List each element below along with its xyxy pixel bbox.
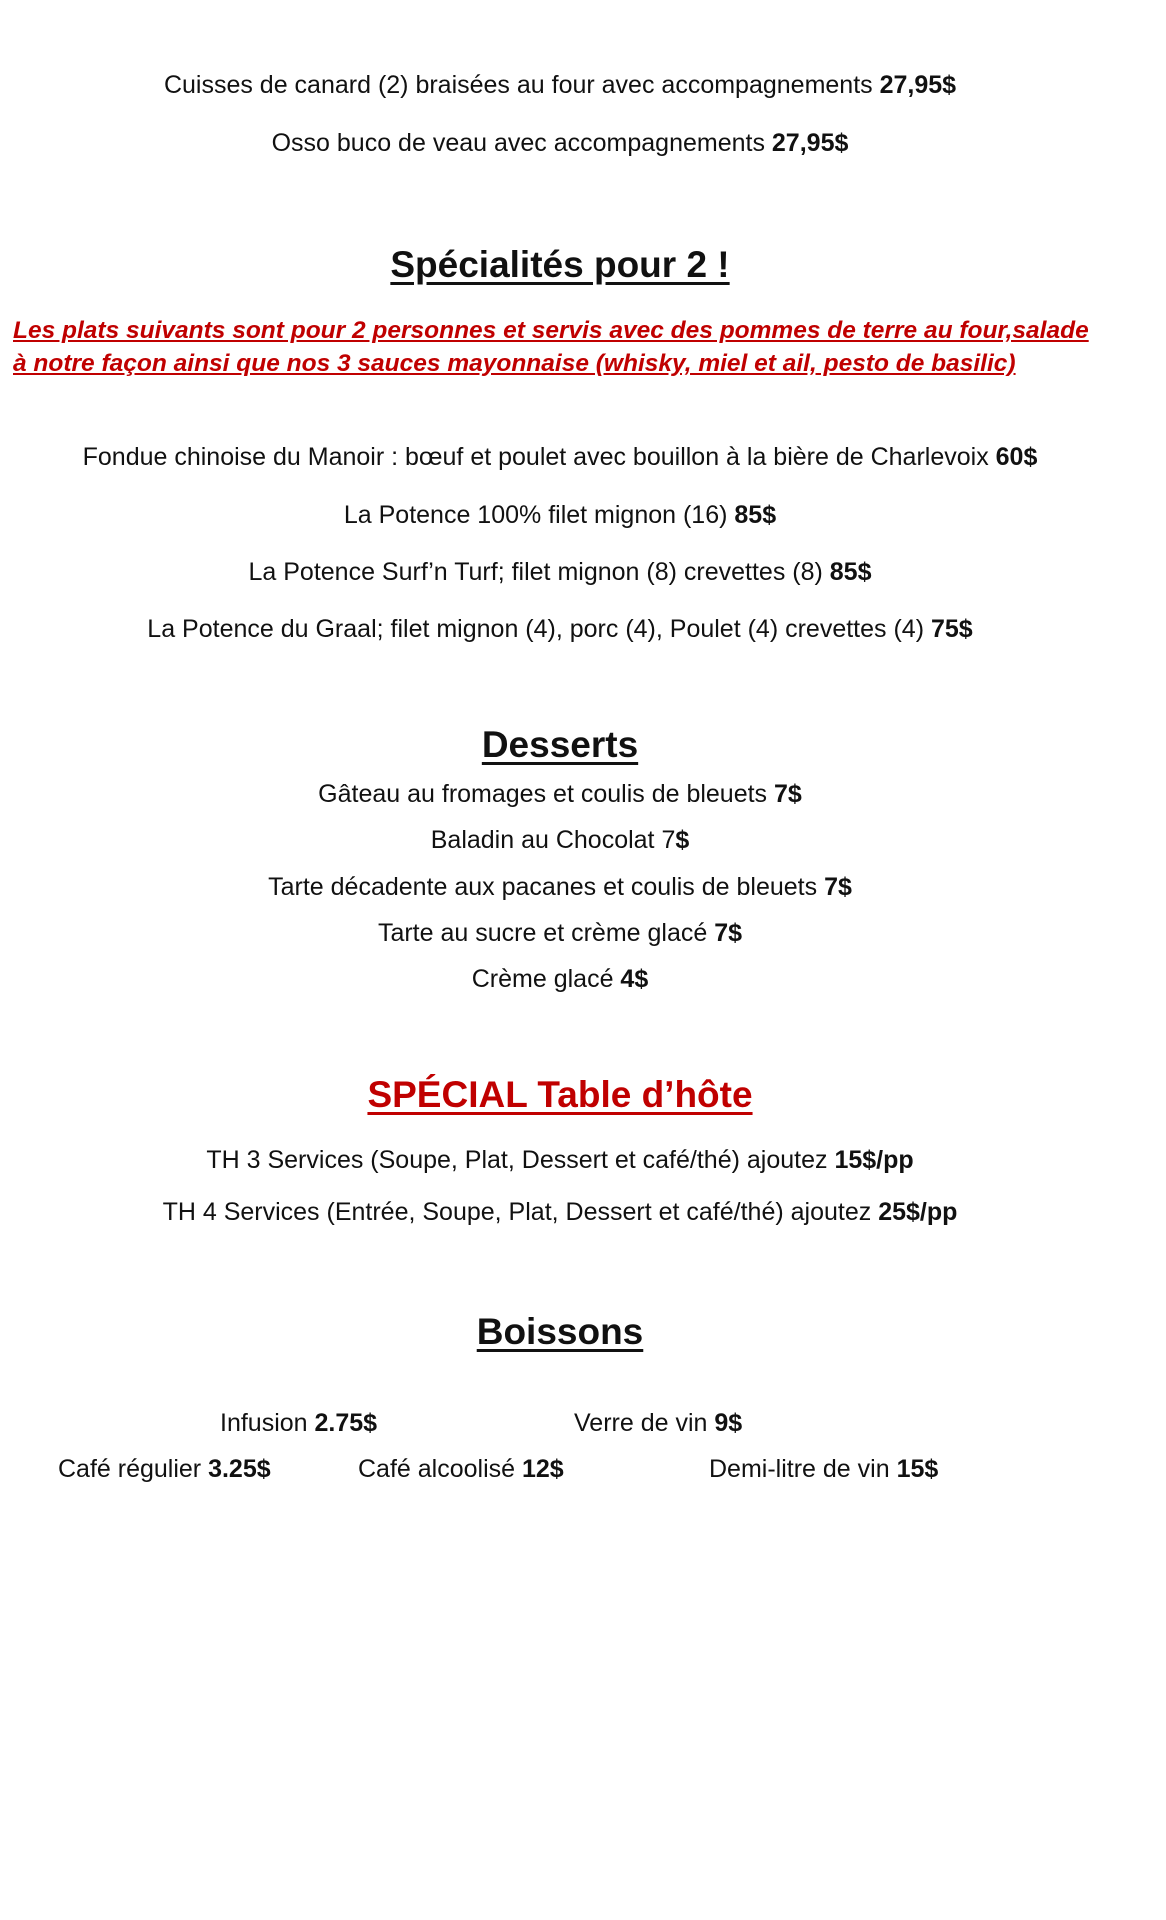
menu-item	[0, 128, 1120, 158]
menu-item	[0, 442, 1120, 472]
menu-item	[0, 825, 1120, 855]
section-title-specialites: Spécialités pour 2 !	[390, 244, 730, 285]
item-price: 85$	[829, 558, 872, 586]
item-price: 60$	[995, 443, 1038, 471]
drink-item	[709, 1454, 938, 1484]
menu-item	[0, 614, 1120, 644]
menu-item	[0, 557, 1120, 587]
item-price: 15$/pp	[834, 1146, 914, 1174]
item-label: Crème glacé	[471, 965, 621, 993]
drink-item	[58, 1454, 271, 1484]
section-title-boissons: Boissons	[476, 1311, 644, 1352]
menu-item	[0, 872, 1120, 902]
item-price: 7$	[714, 919, 743, 947]
menu-item	[0, 1197, 1120, 1227]
item-price: 27,95$	[771, 129, 849, 157]
item-label: Infusion	[220, 1409, 315, 1437]
item-label: Tarte au sucre et crème glacé	[377, 919, 715, 947]
item-label: TH 4 Services (Entrée, Soupe, Plat, Dessert et café/thé) ajoutez	[162, 1198, 879, 1226]
item-label: Fondue chinoise du Manoir : bœuf et poulet avec bouillon à la bière de Charlevoix	[82, 443, 996, 471]
item-price: 85$	[734, 501, 777, 529]
item-label: La Potence Surf’n Turf; filet mignon (8) crevettes (8)	[248, 558, 830, 586]
item-price: 4$	[620, 965, 649, 993]
item-price: 25$/pp	[878, 1198, 958, 1226]
item-label: TH 3 Services (Soupe, Plat, Dessert et café/thé) ajoutez	[206, 1146, 835, 1174]
item-label: La Potence 100% filet mignon (16)	[343, 501, 735, 529]
item-price: 9$	[714, 1409, 743, 1437]
menu-item	[0, 500, 1120, 530]
drink-item	[574, 1408, 742, 1438]
item-label: Tarte décadente aux pacanes et coulis de bleuets	[268, 873, 825, 901]
item-label: Baladin au Chocolat 7	[430, 826, 676, 854]
item-label: Verre de vin	[574, 1409, 715, 1437]
item-price: 7$	[824, 873, 852, 901]
item-label: Café régulier	[58, 1455, 209, 1483]
item-price: 7$	[774, 780, 802, 808]
menu-item	[0, 918, 1120, 948]
section-title-desserts: Desserts	[481, 724, 639, 765]
drink-item	[358, 1454, 564, 1484]
item-price: 3.25$	[208, 1455, 271, 1483]
menu-item	[0, 70, 1120, 100]
item-label: Café alcoolisé	[358, 1455, 522, 1483]
menu-item	[0, 779, 1120, 809]
item-price: 2.75$	[314, 1409, 378, 1437]
item-price: $	[675, 826, 690, 854]
item-label: Osso buco de veau avec accompagnements	[271, 129, 772, 157]
item-label: Gâteau au fromages et coulis de bleuets	[318, 780, 775, 808]
drink-item	[220, 1408, 377, 1438]
specialites-note: Les plats suivants sont pour 2 personnes et servis avec des pommes de terre au four,salade à notre façon ainsi que nos 3 sauces mayonnaise (whisky, miel et ail, pesto de basilic)	[13, 317, 1089, 377]
menu-item	[0, 964, 1120, 994]
item-label: La Potence du Graal; filet mignon (4), porc (4), Poulet (4) crevettes (4)	[147, 615, 931, 643]
item-label: Demi-litre de vin	[709, 1455, 897, 1483]
section-title-table-hote: SPÉCIAL Table d’hôte	[367, 1074, 753, 1115]
menu-item	[0, 1145, 1120, 1175]
item-label: Cuisses de canard (2) braisées au four avec accompagnements	[163, 71, 880, 99]
item-price: 12$	[521, 1455, 564, 1483]
item-price: 15$	[896, 1455, 939, 1483]
item-price: 27,95$	[879, 71, 957, 99]
item-price: 75$	[930, 615, 973, 643]
